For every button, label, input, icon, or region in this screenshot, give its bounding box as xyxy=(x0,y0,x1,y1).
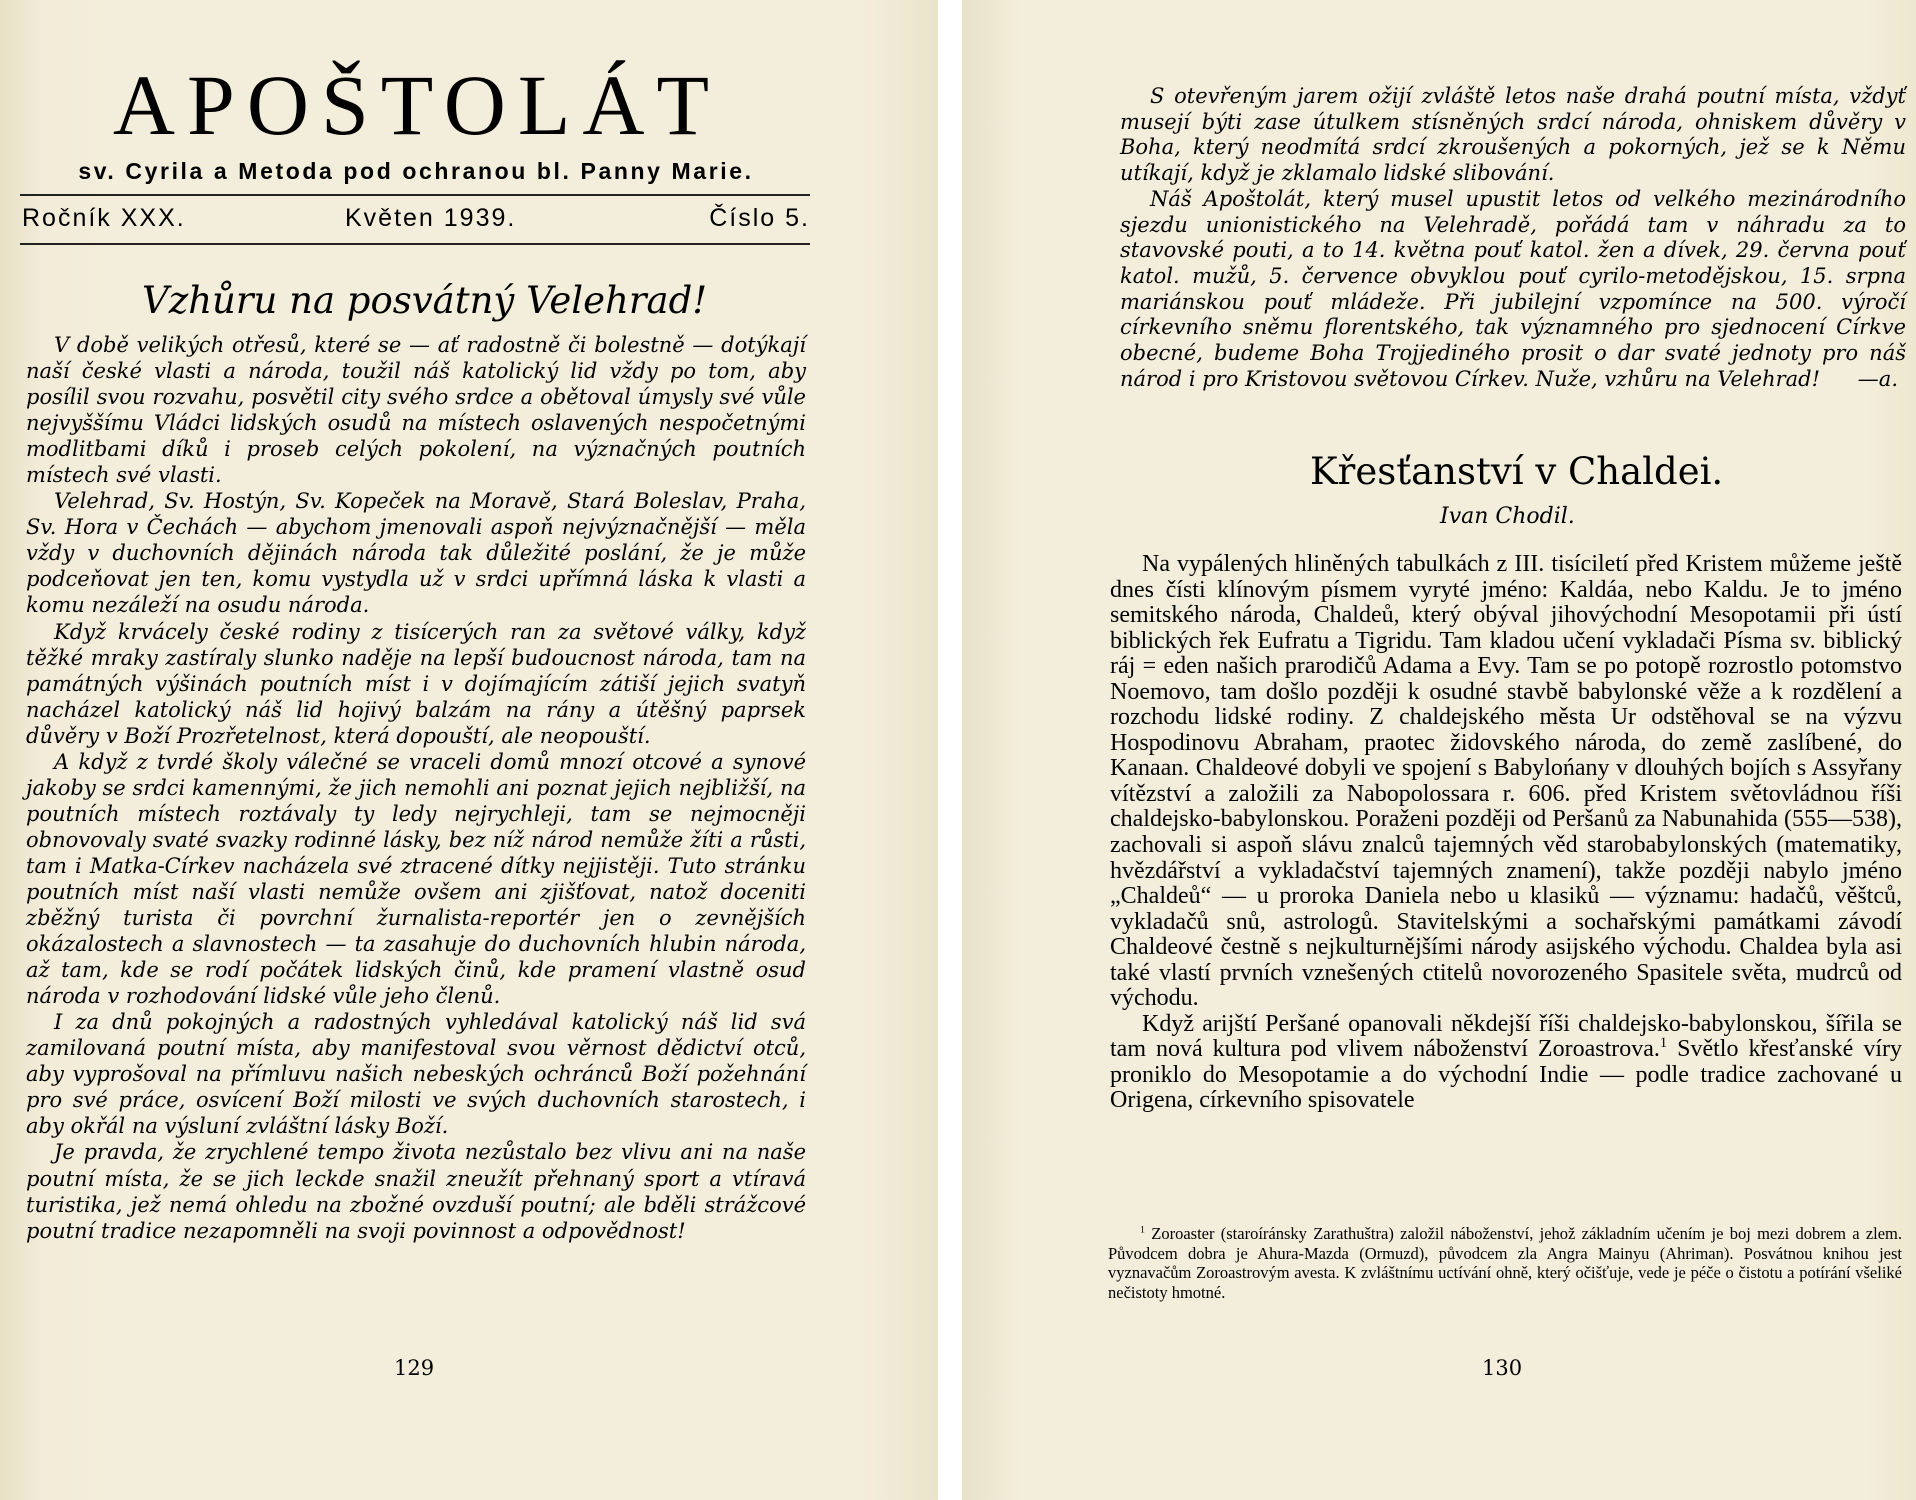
masthead-rule-bottom xyxy=(20,243,810,245)
paragraph: V době velikých otřesů, které se — ať radostně či bolestně — dotýkají naší české vlasti a národa, toužil náš katolický lid vždy po tom, aby posílil svou rozvahu, posvětil city svého srdce a obětoval úmysly své vůle nejvyššímu Vládci lidských osudů na místech oslavených nespočetnými modlitbami díků i proseb celých pokolení, na význačných poutních místech své vlasti. xyxy=(26,333,806,488)
footnote-marker: 1 xyxy=(1140,1224,1145,1236)
paragraph-text: Světlo křesťanské víry proniklo do Mesopotamie a do východní Indie — podle tradice zachované u Origena, církevního spisovatele xyxy=(1110,1036,1902,1114)
intro-notice xyxy=(1120,84,1906,392)
page-number-left: 129 xyxy=(394,1356,435,1380)
paragraph: S otevřeným jarem ožijí zvláště letos naše drahá poutní místa, vždyť musejí býti zase útulkem stísněných srdcí národa, ohniskem důvěry v Boha, který neodmítá srdcí zkroušených a pokorných, jež se k Němu utíkají, když je zklamalo lidské slibování. xyxy=(1120,84,1906,186)
paragraph: A když z tvrdé školy válečné se vraceli domů mnozí otcové a synové jakoby se srdci kamennými, že jich nemohli ani poznat jejich nejbližší, na poutních místech roztávaly ty ledy nejrychleji, tam se nejmocněji obnovovaly svaté svazky rodinné lásky, bez níž národ nemůže žíti a růsti, tam i Matka-Církev nacházela své ztracené dítky nejjistěji. Tuto stránku poutních míst naší vlasti nemůže ovšem ani zjišťovat, natož doceniti zběžný turista či povrchní žurnalista-reportér jen o zevnějších okázalostech a slavnostech — ta zasahuje do duchovních hlubin národa, až tam, kde se rodí počátek lidských činů, kde pramení vlastně osud národa v rozhodování lidské vůle jeho členů. xyxy=(26,749,806,1009)
article-author: Ivan Chodil. xyxy=(1440,504,1575,529)
paragraph: Na vypálených hliněných tabulkách z III. tisíciletí před Kristem můžeme ještě dnes čísti klínovým písmem vyryté jméno: Kaldáa, nebo Kaldu. Je to jméno semitského národa, Chaldeů, který obýval jihovýchodní Mesopotamii při ústí biblických řek Eufratu a Tigridu. Tam kladou učení vykladači Písma sv. biblický ráj = eden našich prarodičů Adama a Evy. Tam se po potopě rozrostlo potomstvo Noemovo, tam došlo později k osudné stavbě babylonské věže a k rozdělení a rozchodu lidské rodiny. Z chaldejského města Ur odstěhoval se na výzvu Hospodinovu Abraham, praotec židovského národa, do země zaslíbené, do Kanaan. Chaldeové dobyli ve spojení s Babylońany v dlouhých bojích s Assyřany vítězství a založili za Nabopolossara r. 606. před Kristem světovládnou říši chaldejsko-babylonskou. Poraženi později od Peršanů za Nabunahida (555—538), zachovali si aspoň slávu znalců tajemných věd starobabylonských (matematiky, hvězdářství a vykladačství tajemných znamení), takže později nabylo jméno „Chaldeů“ — u proroka Daniela nebo u klasiků — významu: hadačů, věštců, vykladačů snů, astrologů. Stavitelskými a sochařskými památkami závodí Chaldeové čestně s nejkulturnějšími národy asijského východu. Chaldea byla asi také vlastí prvních vznešených ctitelů novorozeného Spasitele světa, mudrců od východu. xyxy=(1110,551,1902,1012)
paragraph: I za dnů pokojných a radostných vyhledával katolický náš lid svá zamilovaná poutní místa, aby manifestoval svou věrnost dědictví otců, aby vyprošoval na přímluvu našich nebeských ochránců Boží požehnání pro své práce, osvícení Boží milosti ve svých duchovních starostech, i aby okřál na výsluní zvláštní lásky Boží. xyxy=(26,1010,806,1139)
masthead-rule-top xyxy=(20,194,810,196)
masthead-subtitle: sv. Cyrila a Metoda pod ochranou bl. Panny Marie. xyxy=(78,158,754,184)
footnote xyxy=(1108,1224,1902,1302)
footnote-reference: 1 xyxy=(1659,1035,1668,1052)
paragraph: Velehrad, Sv. Hostýn, Sv. Kopeček na Moravě, Stará Boleslav, Praha, Sv. Hora v Čechách — abychom jmenovali aspoň nejvýznačnější — měla vždy v duchovních dějinách národa tak důležité poslání, že je může podceňovat jen ten, komu vystydla už v srdci upřímná láska k vlasti a komu nezáleží na osudu národa. xyxy=(26,489,806,618)
headline: Vzhůru na posvátný Velehrad! xyxy=(142,279,708,322)
footnote-text: Zoroaster (staroíránsky Zarathuštra) založil náboženství, jehož základním učením je boj mezi dobrem a zlem. Původcem dobra je Ahura-Mazda (Ormuzd), původcem zla Angra Mainyu (Ahriman). Posvátnou knihou jest vyznavačům Zoroastrovým avesta. K zvláštnímu uctívání ohně, který očišťuje, vede je péče o čistotu a potírání všeliké nečistoty hmotné. xyxy=(1108,1224,1903,1302)
paragraph-text: Když arijští Peršané opanovali někdejší říši chaldejsko-babylonskou, šířila se tam nová kultura pod vlivem náboženství Zoroastrova. xyxy=(1110,1010,1902,1063)
paragraph: Je pravda, že zrychlené tempo života nezůstalo bez vlivu ani na naše poutní místa, že se jich leckde snažil zneužít přehnaný sport a vtíravá turistika, jež nemá ohledu na zbožné ovzduší poutní; ale bděli strážcové poutní tradice nezapomněli na svoji povinnost a odpovědnost! xyxy=(26,1140,806,1243)
issue-label: Číslo 5. xyxy=(709,204,810,232)
paragraph: Náš Apoštolát, který musel upustit letos od velkého mezinárodního sjezdu unionistického na Velehradě, pořádá tam v náhradu za to stavovské pouti, a to 14. května pouť katol. žen a dívek, 29. června pouť katol. mužů, 5. července obvyklou pouť cyrilo-metodějskou, 15. srpna mariánskou pouť mládeže. Při jubilejní vzpomínce na 500. výročí církevního sněmu florentského, tak významného pro sjednocení Církve obecné, budeme Boha Trojjediného prosit o dar svaté jednoty pro náš národ i pro Kristovou světovou Církev. Nuže, vzhůru na Velehrad! xyxy=(1120,186,1906,391)
intro-signature: —a. xyxy=(1857,366,1898,391)
date-label: Květen 1939. xyxy=(345,204,517,232)
paragraph xyxy=(1110,1012,1902,1114)
page-number-right: 130 xyxy=(1482,1356,1523,1380)
paragraph: Když krvácely české rodiny z tisícerých ran za světové války, když těžké mraky zastíraly slunko naděje na lepší budoucnost národa, tam na památných výšinách poutních míst i v dojímajícím zátiší jejich svatyň nacházel katolický náš lid hojivý balzám na rány a útěšný paprsek důvěry v Boží Prozřetelnost, která dopouští, ale neopouští. xyxy=(26,619,806,748)
page-gutter xyxy=(938,0,962,1500)
left-article-body xyxy=(26,332,806,1244)
masthead-title: APOŠTOLÁT xyxy=(112,57,722,153)
article-title: Křesťanství v Chaldei. xyxy=(1310,450,1724,493)
article-body xyxy=(1110,552,1902,1114)
volume-label: Ročník XXX. xyxy=(22,204,186,232)
